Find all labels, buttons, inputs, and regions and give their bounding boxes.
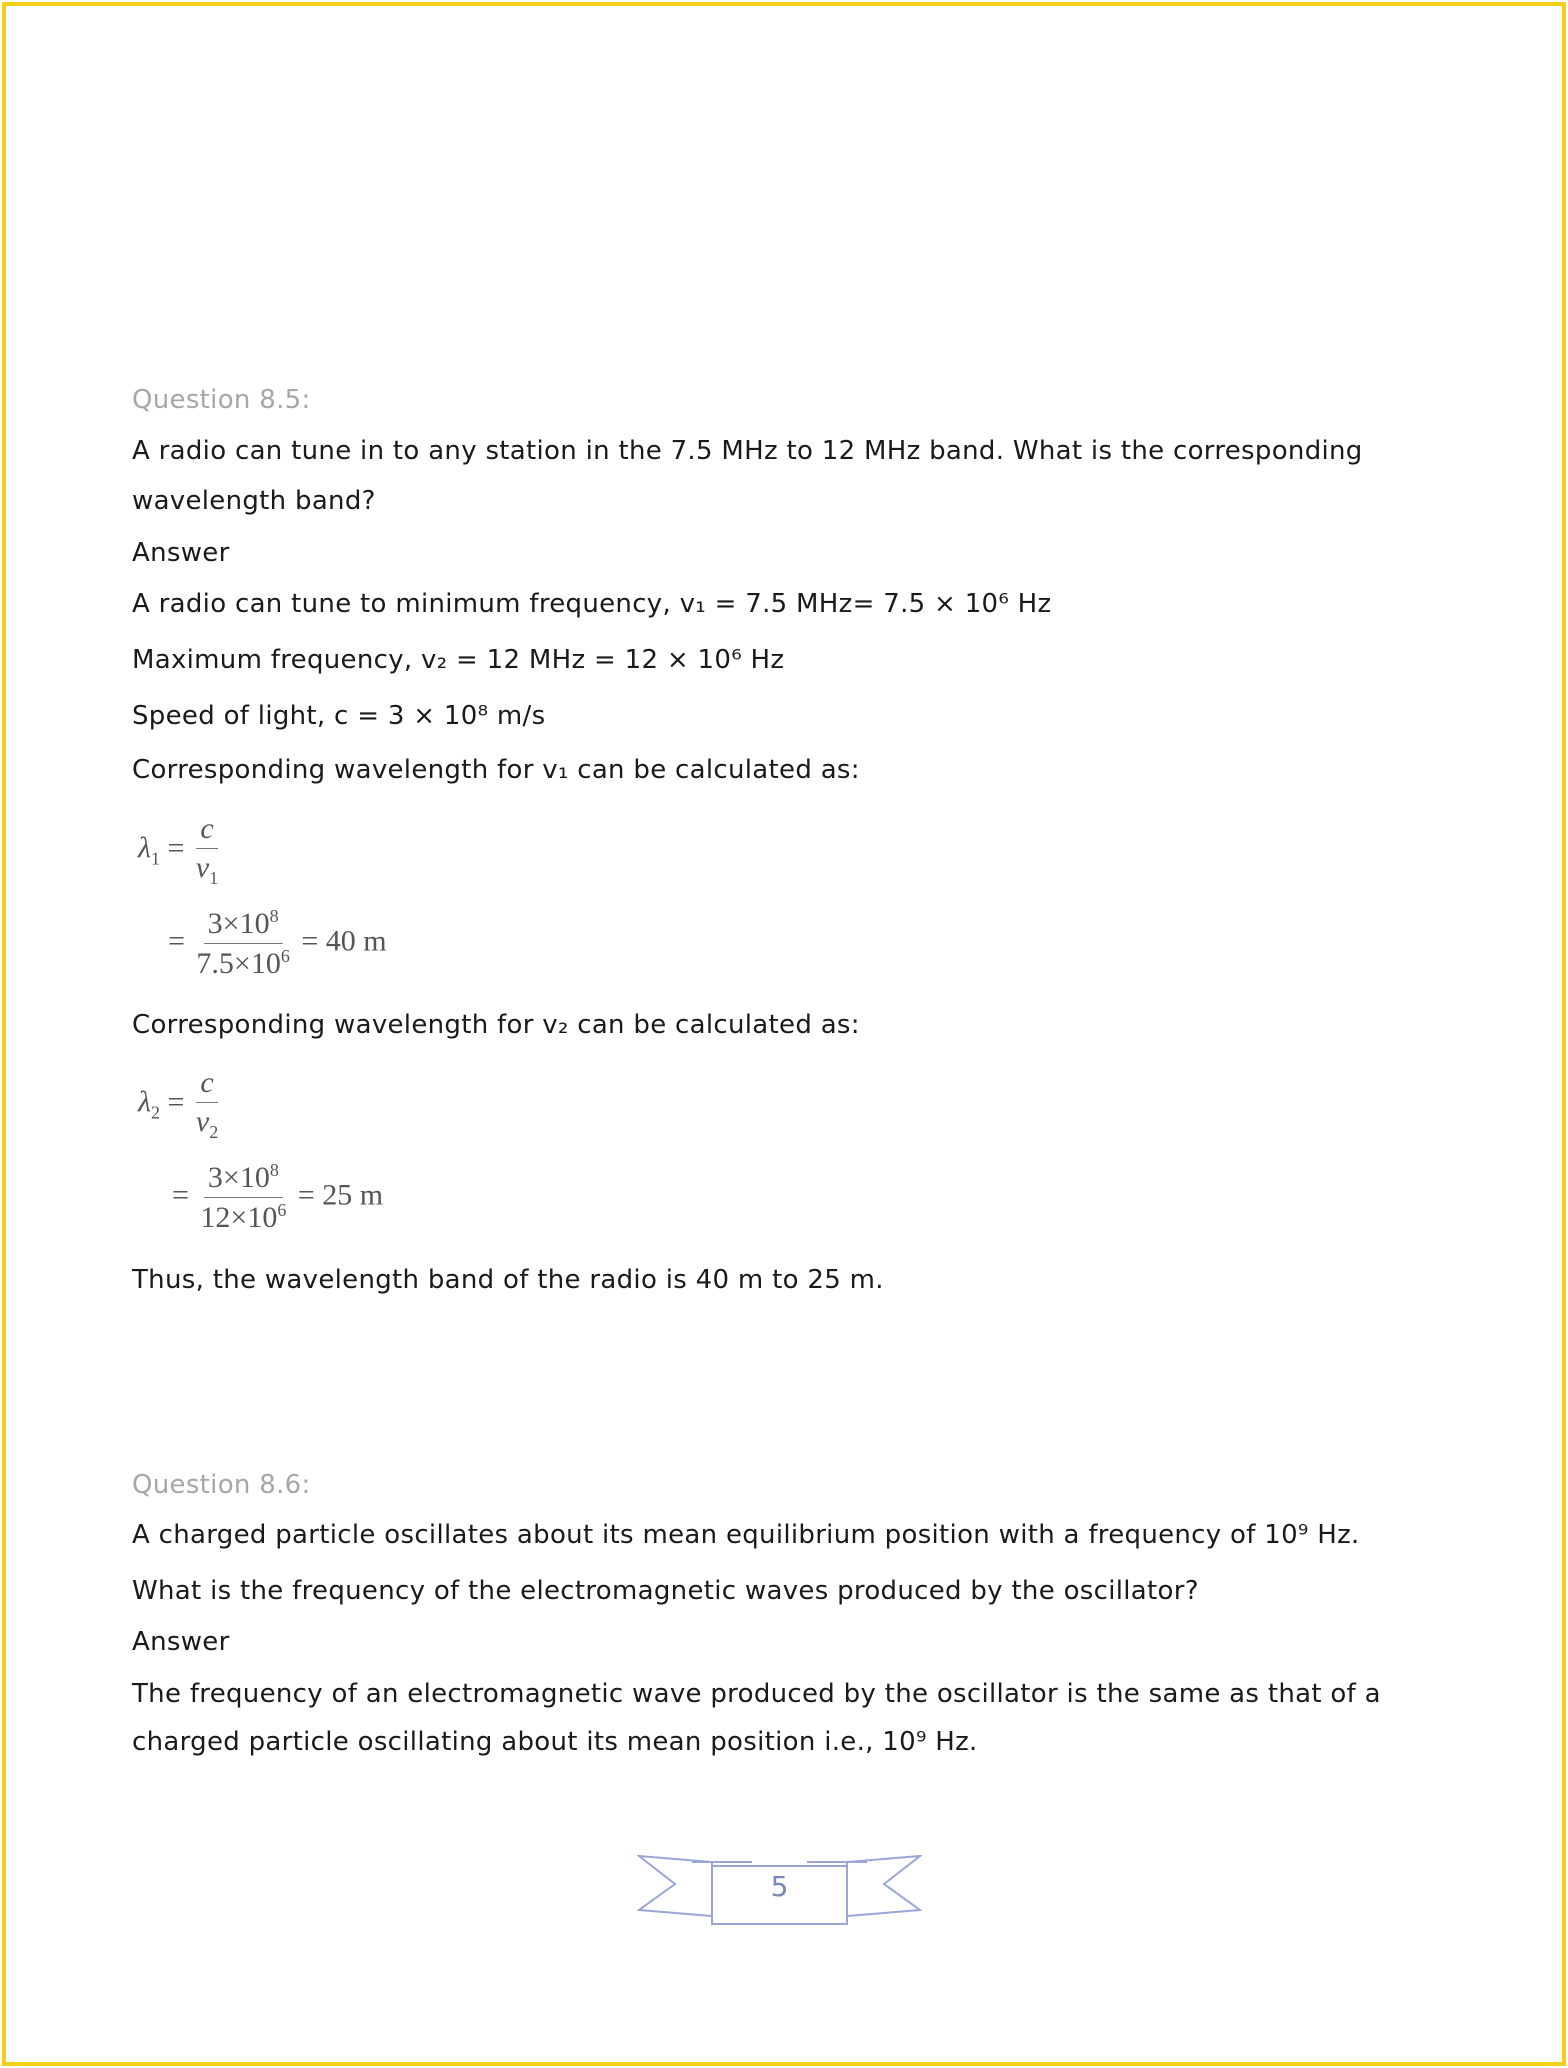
conclusion-text: Thus, the wavelength band of the radio is 40 m to 25 m.	[132, 1265, 884, 1295]
question-heading: Question 8.6:	[132, 1470, 311, 1500]
page-number-banner	[637, 1850, 922, 1930]
page-number: 5	[770, 1870, 789, 1903]
answer-text: Speed of light, c = 3 × 10⁸ m/s	[132, 701, 546, 731]
question-text: A charged particle oscillates about its mean equilibrium position with a frequency of 10⁹ Hz.	[132, 1520, 1360, 1550]
question-heading: Question 8.5:	[132, 385, 311, 415]
answer-text: Maximum frequency, v₂ = 12 MHz = 12 × 10⁶ Hz	[132, 645, 785, 675]
answer-text: A radio can tune to minimum frequency, v₁ = 7.5 MHz= 7.5 × 10⁶ Hz	[132, 589, 1052, 619]
answer-label: Answer	[132, 1627, 230, 1657]
equation-lambda1: $\lambda_1$ = $\frac{c}{v_1}$	[138, 812, 219, 888]
answer-text: The frequency of an electromagnetic wave produced by the oscillator is the same as that of a	[132, 1679, 1381, 1709]
answer-text: Corresponding wavelength for v₁ can be calculated as:	[132, 755, 860, 785]
question-text: What is the frequency of the electromagnetic waves produced by the oscillator?	[132, 1576, 1199, 1606]
answer-text: Corresponding wavelength for v₂ can be calculated as:	[132, 1010, 860, 1040]
equation-lambda1-value: = $\frac{3\times 10^8}{7.5\times 10^6}$ = 40 m	[168, 906, 387, 980]
answer-text: charged particle oscillating about its mean position i.e., 10⁹ Hz.	[132, 1727, 978, 1757]
equation-lambda2: $\lambda_2$ = $\frac{c}{v_2}$	[138, 1066, 219, 1142]
question-text: wavelength band?	[132, 486, 376, 516]
question-text: A radio can tune in to any station in the 7.5 MHz to 12 MHz band. What is the corresponding	[132, 436, 1363, 466]
equation-lambda2-value: = $\frac{3\times 10^8}{12\times 10^6}$ = 25 m	[172, 1160, 384, 1234]
answer-label: Answer	[132, 538, 230, 568]
